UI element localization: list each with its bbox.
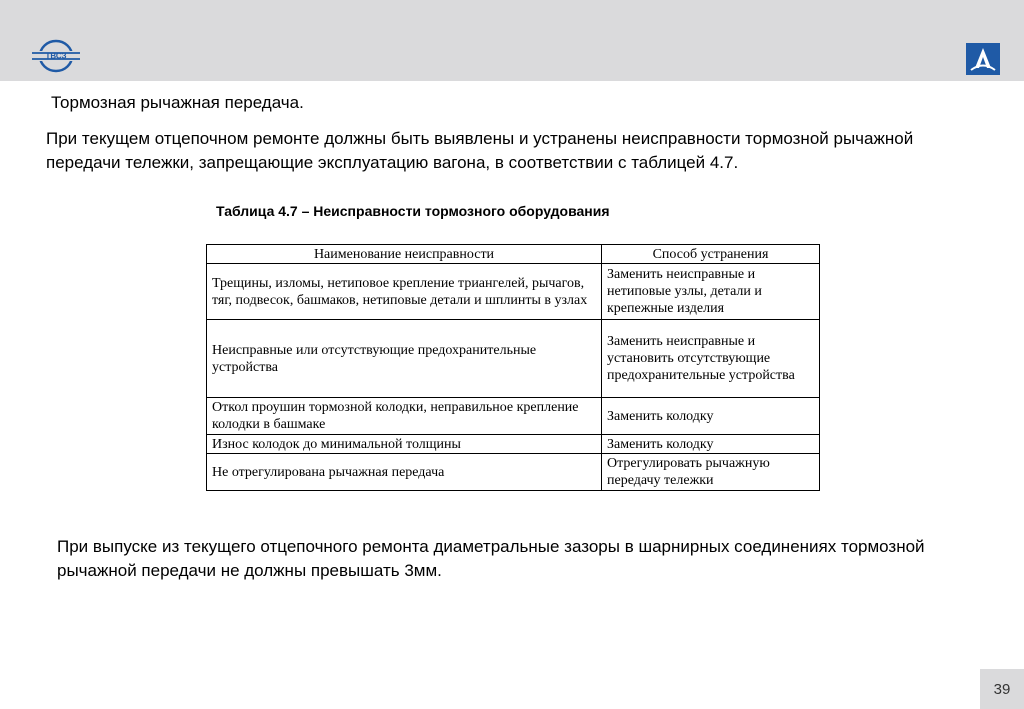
defects-table <box>206 244 820 491</box>
header-bar <box>0 0 1024 81</box>
fix-cell: Заменить неисправные и установить отсутствующие предохранительные устройства <box>602 320 820 398</box>
section-title: Тормозная рычажная передача. <box>51 93 304 112</box>
column-header-fault: Наименование неисправности <box>207 245 602 264</box>
table-row <box>207 320 820 398</box>
outro-paragraph: При выпуске из текущего отцепочного ремонта диаметральные зазоры в шарнирных соединениях тормозной рычажной передачи не должны превышать 3мм. <box>57 537 925 580</box>
intro-paragraph: При текущем отцепочном ремонте должны быть выявлены и устранены неисправности тормозной рычажной передачи тележки, запрещающие эксплуатацию вагона, в соответствии с таблицей 4.7. <box>46 129 914 172</box>
tvsz-logo-icon <box>30 36 82 76</box>
column-header-fix: Способ устранения <box>602 245 820 264</box>
table-row <box>207 435 820 454</box>
company-emblem-icon <box>966 43 1000 75</box>
page-number-label: 39 <box>993 680 1011 698</box>
page-number <box>980 669 1024 709</box>
table-caption: Таблица 4.7 – Неисправности тормозного оборудования <box>216 203 610 219</box>
table-row <box>207 264 820 320</box>
fault-cell: Трещины, изломы, нетиповое крепление триангелей, рычагов, тяг, подвесок, башмаков, нетиповые детали и шплинты в узлах <box>207 264 602 320</box>
svg-text:ТВСЗ: ТВСЗ <box>45 51 67 61</box>
fault-cell: Откол проушин тормозной колодки, неправильное крепление колодки в башмаке <box>207 398 602 435</box>
fix-cell: Отрегулировать рычажную передачу тележки <box>602 454 820 491</box>
fault-cell: Износ колодок до минимальной толщины <box>207 435 602 454</box>
table-row <box>207 454 820 491</box>
fix-cell: Заменить колодку <box>602 435 820 454</box>
fix-cell: Заменить колодку <box>602 398 820 435</box>
fix-cell: Заменить неисправные и нетиповые узлы, детали и крепежные изделия <box>602 264 820 320</box>
fault-cell: Неисправные или отсутствующие предохранительные устройства <box>207 320 602 398</box>
table-row <box>207 398 820 435</box>
fault-cell: Не отрегулирована рычажная передача <box>207 454 602 491</box>
table-header-row <box>207 245 820 264</box>
